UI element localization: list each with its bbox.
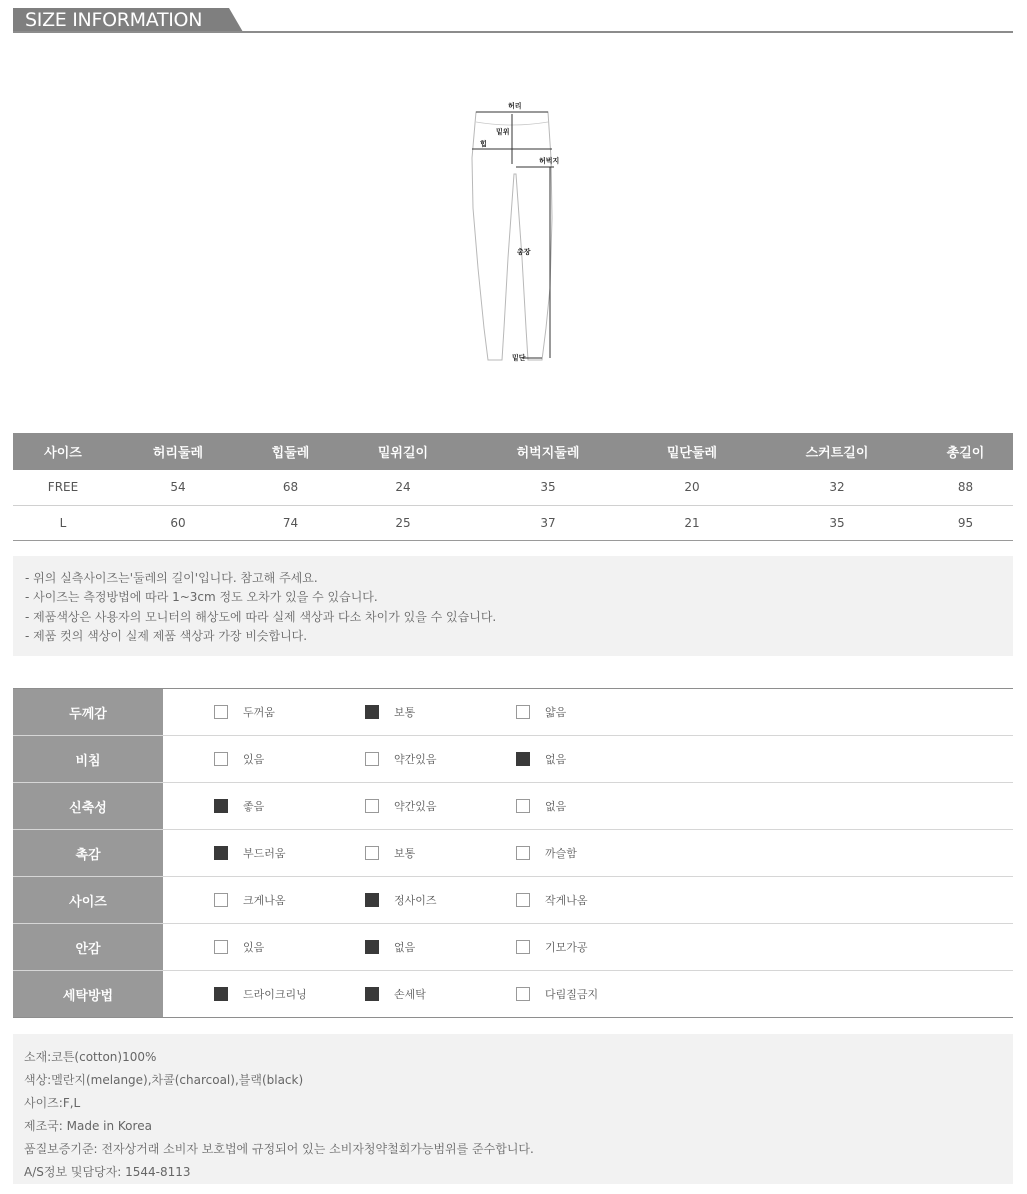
table-cell: 95 <box>918 505 1013 540</box>
unchecked-box-icon <box>516 799 530 813</box>
feature-option <box>214 924 264 970</box>
product-info <box>13 1034 1013 1184</box>
size-notes <box>13 556 1013 656</box>
leggings-illustration <box>460 98 570 370</box>
col-header: 밑단둘레 <box>628 433 756 470</box>
col-header: 힙둘레 <box>243 433 338 470</box>
unchecked-box-icon <box>516 987 530 1001</box>
option-label: 얇음 <box>545 706 567 719</box>
info-as-contact: A/S정보 및담당자: 1544-8113 <box>24 1165 191 1179</box>
feature-option <box>365 924 415 970</box>
unchecked-box-icon <box>214 893 228 907</box>
section-title: SIZE INFORMATION <box>13 8 229 32</box>
table-cell: 25 <box>338 505 468 540</box>
table-cell: 54 <box>113 470 243 505</box>
info-material: 소재:코튼(cotton)100% <box>24 1050 157 1064</box>
unchecked-box-icon <box>516 846 530 860</box>
feature-name: 신축성 <box>13 783 163 829</box>
feature-option <box>214 736 264 782</box>
option-label: 작게나옴 <box>545 894 588 907</box>
table-cell: L <box>13 505 113 540</box>
checked-box-icon <box>214 846 228 860</box>
feature-row <box>13 689 1013 736</box>
table-cell: 21 <box>628 505 756 540</box>
option-label: 다림질금지 <box>545 988 599 1001</box>
feature-option <box>516 689 566 735</box>
option-label: 있음 <box>243 941 265 954</box>
feature-name: 촉감 <box>13 830 163 876</box>
feature-row <box>13 971 1013 1017</box>
option-label: 두꺼움 <box>243 706 275 719</box>
info-quality: 품질보증기준: 전자상거래 소비자 보호법에 규정되어 있는 소비자청약철회가능범위를 준수합니다. <box>24 1142 534 1156</box>
note-line: - 사이즈는 측정방법에 따라 1~3cm 정도 오차가 있을 수 있습니다. <box>25 590 378 605</box>
option-label: 까슬함 <box>545 847 577 860</box>
feature-option <box>365 783 437 829</box>
col-header: 총길이 <box>918 433 1013 470</box>
feature-option <box>516 924 588 970</box>
feature-option <box>516 971 598 1017</box>
option-label: 정사이즈 <box>394 894 437 907</box>
feature-name: 사이즈 <box>13 877 163 923</box>
option-label: 없음 <box>545 753 567 766</box>
checked-box-icon <box>516 752 530 766</box>
garment-diagram <box>460 98 570 370</box>
feature-option <box>516 783 566 829</box>
table-cell: 88 <box>918 470 1013 505</box>
checked-box-icon <box>365 940 379 954</box>
col-header: 밑위길이 <box>338 433 468 470</box>
table-cell: 24 <box>338 470 468 505</box>
label-rise: 밑위 <box>496 128 510 136</box>
table-cell: 60 <box>113 505 243 540</box>
unchecked-box-icon <box>365 799 379 813</box>
option-label: 없음 <box>394 941 416 954</box>
table-cell: 68 <box>243 470 338 505</box>
section-header <box>13 8 1013 33</box>
note-line: - 제품 컷의 색상이 실제 제품 색상과 가장 비슷합니다. <box>25 628 308 643</box>
col-header: 사이즈 <box>13 433 113 470</box>
feature-row <box>13 736 1013 783</box>
unchecked-box-icon <box>365 752 379 766</box>
checked-box-icon <box>365 705 379 719</box>
unchecked-box-icon <box>516 940 530 954</box>
table-row <box>13 505 1013 540</box>
feature-option <box>516 830 577 876</box>
feature-option <box>214 877 286 923</box>
table-cell: FREE <box>13 470 113 505</box>
table-cell: 20 <box>628 470 756 505</box>
feature-option <box>365 971 426 1017</box>
feature-name: 세탁방법 <box>13 971 163 1017</box>
col-header: 허벅지둘레 <box>468 433 628 470</box>
feature-row <box>13 877 1013 924</box>
table-row <box>13 470 1013 505</box>
note-line: - 위의 실측사이즈는'둘레의 길이'입니다. 참고해 주세요. <box>25 571 318 585</box>
info-size: 사이즈:F,L <box>24 1096 81 1110</box>
feature-option <box>516 736 566 782</box>
label-hip: 힙 <box>480 140 487 148</box>
table-cell: 32 <box>756 470 918 505</box>
feature-option <box>365 877 437 923</box>
option-label: 없음 <box>545 800 567 813</box>
feature-option <box>365 830 415 876</box>
feature-checklist <box>13 688 1013 1018</box>
header-divider <box>13 31 1013 33</box>
label-thigh: 허벅지 <box>539 157 560 165</box>
size-table <box>13 433 1013 541</box>
option-label: 드라이크리닝 <box>243 988 307 1001</box>
feature-option <box>214 689 275 735</box>
unchecked-box-icon <box>214 940 228 954</box>
col-header: 스커트길이 <box>756 433 918 470</box>
option-label: 좋음 <box>243 800 265 813</box>
size-table-header-row <box>13 433 1013 470</box>
checked-box-icon <box>365 893 379 907</box>
info-origin: 제조국: Made in Korea <box>24 1119 152 1133</box>
checked-box-icon <box>365 987 379 1001</box>
feature-name: 두께감 <box>13 689 163 735</box>
option-label: 손세탁 <box>394 988 426 1001</box>
option-label: 약간있음 <box>394 800 437 813</box>
table-cell: 35 <box>756 505 918 540</box>
option-label: 있음 <box>243 753 265 766</box>
label-waist: 허리 <box>508 102 522 110</box>
unchecked-box-icon <box>516 893 530 907</box>
unchecked-box-icon <box>365 846 379 860</box>
note-line: - 제품색상은 사용자의 모니터의 해상도에 따라 실제 색상과 다소 차이가 있을 수 있습니다. <box>25 609 497 624</box>
table-cell: 37 <box>468 505 628 540</box>
header-tab-corner <box>229 8 243 32</box>
label-hem: 밑단 <box>512 354 526 362</box>
option-label: 기모가공 <box>545 941 588 954</box>
unchecked-box-icon <box>214 705 228 719</box>
feature-option <box>214 971 307 1017</box>
feature-name: 비침 <box>13 736 163 782</box>
feature-name: 안감 <box>13 924 163 970</box>
table-cell: 74 <box>243 505 338 540</box>
option-label: 보통 <box>394 706 416 719</box>
feature-option <box>516 877 588 923</box>
feature-row <box>13 924 1013 971</box>
unchecked-box-icon <box>516 705 530 719</box>
feature-option <box>365 689 415 735</box>
feature-option <box>214 783 264 829</box>
option-label: 크게나옴 <box>243 894 286 907</box>
option-label: 부드러움 <box>243 847 286 860</box>
unchecked-box-icon <box>214 752 228 766</box>
feature-option <box>365 736 437 782</box>
checked-box-icon <box>214 799 228 813</box>
option-label: 보통 <box>394 847 416 860</box>
feature-row <box>13 830 1013 877</box>
feature-option <box>214 830 286 876</box>
feature-row <box>13 783 1013 830</box>
info-color: 색상:멜란지(melange),차콜(charcoal),블랙(black) <box>24 1073 304 1087</box>
option-label: 약간있음 <box>394 753 437 766</box>
checked-box-icon <box>214 987 228 1001</box>
table-cell: 35 <box>468 470 628 505</box>
col-header: 허리둘레 <box>113 433 243 470</box>
label-length: 총장 <box>517 248 531 256</box>
